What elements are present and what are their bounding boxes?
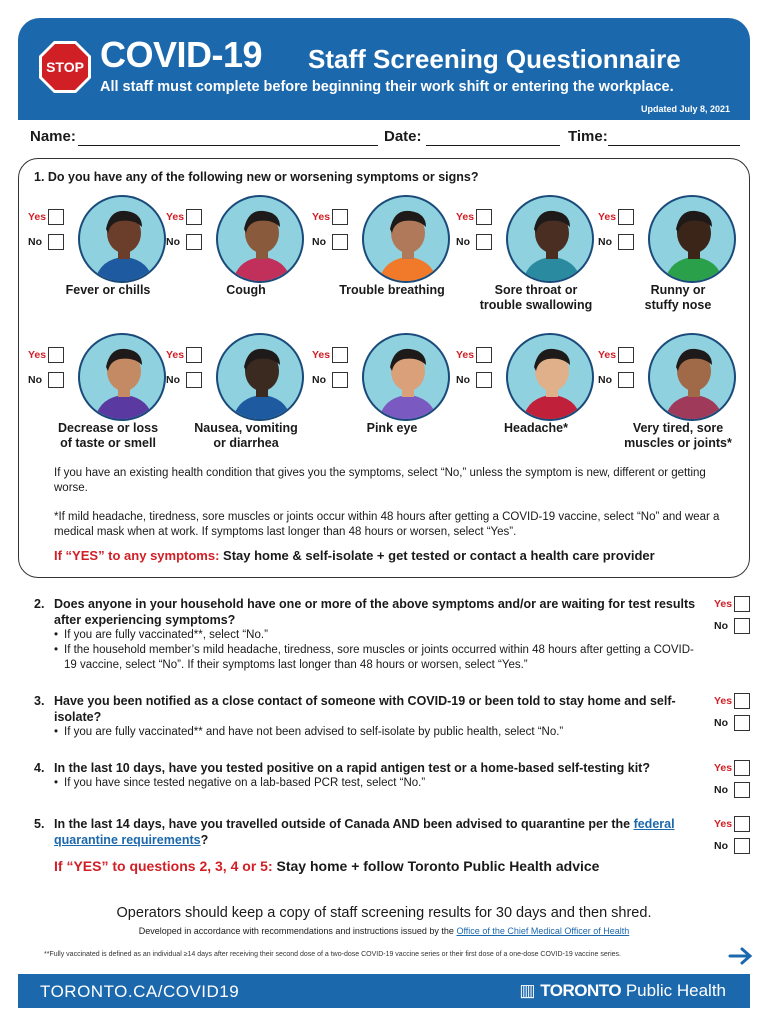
question-1: 1. Do you have any of the following new or worsening symptoms or signs? (34, 170, 479, 184)
yes-checkbox[interactable] (186, 209, 202, 225)
toronto-public-health-logo (519, 981, 726, 1001)
symptom-item (28, 333, 168, 453)
yes-checkbox[interactable] (332, 209, 348, 225)
symptom-caption-line2: trouble swallowing (479, 298, 593, 312)
yes-checkbox[interactable] (476, 209, 492, 225)
question-5-end: ? (200, 833, 209, 847)
no-label: No (598, 374, 612, 386)
arrow-right-icon (728, 946, 754, 966)
symptom-caption-line1: Sore throat or (494, 283, 578, 297)
yes-label: Yes (28, 349, 47, 361)
quarantine-requirements-link[interactable]: federal quarantine requirements (54, 817, 675, 847)
symptom-item (28, 195, 168, 315)
symptom-illustration (506, 333, 594, 421)
yes-label: Yes (598, 211, 617, 223)
symptom-caption-line2: stuffy nose (644, 298, 712, 312)
symptom-caption-line1: Fever or chills (65, 283, 151, 297)
symptom-illustration (78, 195, 166, 283)
no-label: No (312, 374, 326, 386)
yes-checkbox[interactable] (332, 347, 348, 363)
symptom-alert-action: Stay home & self-isolate + get tested or contact a health care provider (223, 548, 655, 563)
yes-label: Yes (312, 211, 331, 223)
no-checkbox[interactable] (186, 372, 202, 388)
developed-text: Developed in accordance with recommendations and instructions issued by the (138, 926, 454, 936)
updated-date: Updated July 8, 2021 (640, 104, 730, 114)
yes-checkbox[interactable] (186, 347, 202, 363)
question-2 (34, 596, 704, 673)
yes-label: Yes (714, 762, 733, 774)
symptom-caption (28, 283, 188, 298)
date-label: Date: (384, 128, 422, 145)
symptom-illustration (648, 333, 736, 421)
no-label: No (456, 236, 470, 248)
header-instruction: All staff must complete before beginning their work shift or entering the workplace. (100, 79, 674, 95)
yes-label: Yes (312, 349, 331, 361)
identity-fields (30, 128, 742, 152)
no-label: No (598, 236, 612, 248)
symptom-caption-line2: or diarrhea (213, 436, 279, 450)
yes-label: Yes (166, 349, 185, 361)
date-field[interactable] (426, 145, 560, 146)
header-banner (18, 18, 750, 120)
footer-url[interactable]: TORONTO.CA/COVID19 (40, 982, 240, 1001)
questions-alert-condition: If “YES” to questions 2, 3, 4 or 5: (54, 858, 273, 874)
symptom-caption (166, 421, 326, 451)
symptom-illustration (216, 333, 304, 421)
yes-label: Yes (714, 818, 733, 830)
yes-checkbox[interactable] (618, 347, 634, 363)
symptom-caption-line2: of taste or smell (60, 436, 156, 450)
yes-checkbox[interactable] (618, 209, 634, 225)
operators-note: Operators should keep a copy of staff screening results for 30 days and then shred. (116, 905, 652, 921)
symptom-caption-line1: Cough (226, 283, 266, 297)
no-checkbox[interactable] (734, 782, 750, 798)
yes-label: Yes (714, 598, 733, 610)
questions-alert-action: Stay home + follow Toronto Public Health advice (276, 858, 600, 874)
no-label: No (456, 374, 470, 386)
logo-public-health: Public Health (621, 981, 726, 1000)
symptom-item (166, 195, 306, 315)
symptom-item (456, 333, 596, 453)
question-number: 3. (34, 694, 45, 708)
no-checkbox[interactable] (332, 372, 348, 388)
yes-label: Yes (166, 211, 185, 223)
question-5 (34, 816, 704, 848)
symptom-caption (312, 283, 472, 298)
symptom-caption (598, 283, 758, 313)
symptom-illustration (362, 333, 450, 421)
yes-checkbox[interactable] (734, 760, 750, 776)
symptom-item (456, 195, 596, 315)
title-covid: COVID-19 (100, 34, 263, 75)
time-label: Time: (568, 128, 608, 145)
symptom-item (598, 333, 738, 453)
symptom-caption-line1: Very tired, sore (632, 421, 724, 435)
yes-checkbox[interactable] (734, 693, 750, 709)
no-label: No (166, 374, 180, 386)
footer-bar (18, 974, 750, 1008)
no-checkbox[interactable] (734, 618, 750, 634)
questions-alert (54, 858, 599, 874)
symptom-item (598, 195, 738, 315)
question-text: Does anyone in your household have one or more of the above symptoms and/or are waiting for test results after experiencing symptoms? (54, 597, 696, 627)
stop-sign-icon (38, 40, 92, 94)
symptom-illustration (648, 195, 736, 283)
yes-checkbox[interactable] (734, 816, 750, 832)
symptom-caption (598, 421, 758, 451)
yes-label: Yes (456, 211, 475, 223)
cmoh-link[interactable]: Office of the Chief Medical Officer of Health (456, 926, 630, 936)
question-4 (34, 760, 704, 791)
question-number: 4. (34, 761, 45, 775)
no-label: No (714, 840, 728, 852)
symptom-caption-line1: Nausea, vomiting (194, 421, 298, 435)
yes-checkbox[interactable] (48, 209, 64, 225)
no-label: No (714, 717, 728, 729)
question-subnote: • If you are fully vaccinated**, select “No.” (64, 628, 704, 643)
question-text (54, 816, 704, 848)
symptom-caption (456, 421, 616, 436)
symptom-alert (54, 548, 655, 563)
symptom-caption (166, 283, 326, 298)
no-label: No (28, 236, 42, 248)
existing-condition-note: If you have an existing health condition that gives you the symptoms, select “No,” unless the symptom is new, different or getting worse. (54, 467, 706, 494)
symptom-caption-line2: muscles or joints* (624, 436, 732, 450)
question-subnote: • If you have since tested negative on a lab-based PCR test, select “No.” (64, 776, 704, 791)
no-label: No (28, 374, 42, 386)
question-number: 2. (34, 597, 45, 611)
symptom-illustration (78, 333, 166, 421)
yes-label: Yes (456, 349, 475, 361)
name-label: Name: (30, 128, 76, 145)
no-label: No (714, 784, 728, 796)
symptom-alert-condition: If “YES” to any symptoms: (54, 548, 220, 563)
no-checkbox[interactable] (618, 372, 634, 388)
no-checkbox[interactable] (734, 838, 750, 854)
no-label: No (166, 236, 180, 248)
question-5-text: In the last 14 days, have you travelled outside of Canada AND been advised to quarantine per the (54, 817, 631, 831)
no-label: No (714, 620, 728, 632)
symptom-illustration (506, 195, 594, 283)
vaccination-footnote: **Fully vaccinated is defined as an individual ≥14 days after receiving their second dose of a two-dose COVID-19 vaccine series or their first dose of a one-dose COVID-19 vaccine series. (44, 951, 621, 958)
symptom-item (312, 195, 452, 315)
symptom-caption-line1: Decrease or loss (57, 421, 159, 435)
vaccine-note: *If mild headache, tiredness, sore muscles or joints occur within 48 hours after getting a COVID-19 vaccine, select “No” and wear a medical mask when at work. If symptoms last longer than 48 hours or worsen, select “Yes”. (54, 511, 720, 538)
symptom-item (312, 333, 452, 453)
no-checkbox[interactable] (48, 234, 64, 250)
question-text: Have you been notified as a close contact of someone with COVID-19 or been told to stay home and self-isolate? (54, 694, 676, 724)
no-checkbox[interactable] (476, 234, 492, 250)
no-checkbox[interactable] (48, 372, 64, 388)
symptom-illustration (216, 195, 304, 283)
yes-checkbox[interactable] (476, 347, 492, 363)
symptom-caption (456, 283, 616, 313)
question-number: 5. (34, 817, 45, 831)
developed-note (0, 926, 768, 936)
name-field[interactable] (78, 145, 378, 146)
question-text: In the last 10 days, have you tested positive on a rapid antigen test or a home-based self-testing kit? (54, 761, 650, 775)
svg-text:STOP: STOP (46, 59, 84, 75)
time-field[interactable] (608, 145, 740, 146)
question-3 (34, 693, 704, 740)
logo-toronto: TORONTO (540, 981, 622, 1000)
yes-label: Yes (714, 695, 733, 707)
no-checkbox[interactable] (618, 234, 634, 250)
symptom-caption-line1: Headache* (504, 421, 568, 435)
city-hall-icon: ▥ (519, 981, 541, 1000)
no-checkbox[interactable] (186, 234, 202, 250)
title-questionnaire: Staff Screening Questionnaire (308, 44, 681, 74)
symptom-caption (28, 421, 188, 451)
yes-label: Yes (598, 349, 617, 361)
symptom-caption-line1: Trouble breathing (339, 283, 445, 297)
yes-checkbox[interactable] (48, 347, 64, 363)
no-checkbox[interactable] (476, 372, 492, 388)
no-label: No (312, 236, 326, 248)
symptom-item (166, 333, 306, 453)
question-subnote: • If the household member’s mild headache, tiredness, sore muscles or joints occurred within 48 hours after getting a COVID-19 vaccine, select “No”. If their symptoms last longer than 48 hours or worsen, select “Yes.” (64, 643, 704, 673)
symptom-caption-line1: Pink eye (366, 421, 418, 435)
question-subnote: • If you are fully vaccinated** and have not been advised to self-isolate by public health, select “No.” (64, 725, 704, 740)
yes-checkbox[interactable] (734, 596, 750, 612)
no-checkbox[interactable] (332, 234, 348, 250)
symptom-caption-line1: Runny or (650, 283, 706, 297)
no-checkbox[interactable] (734, 715, 750, 731)
symptom-illustration (362, 195, 450, 283)
yes-label: Yes (28, 211, 47, 223)
symptom-caption (312, 421, 472, 436)
